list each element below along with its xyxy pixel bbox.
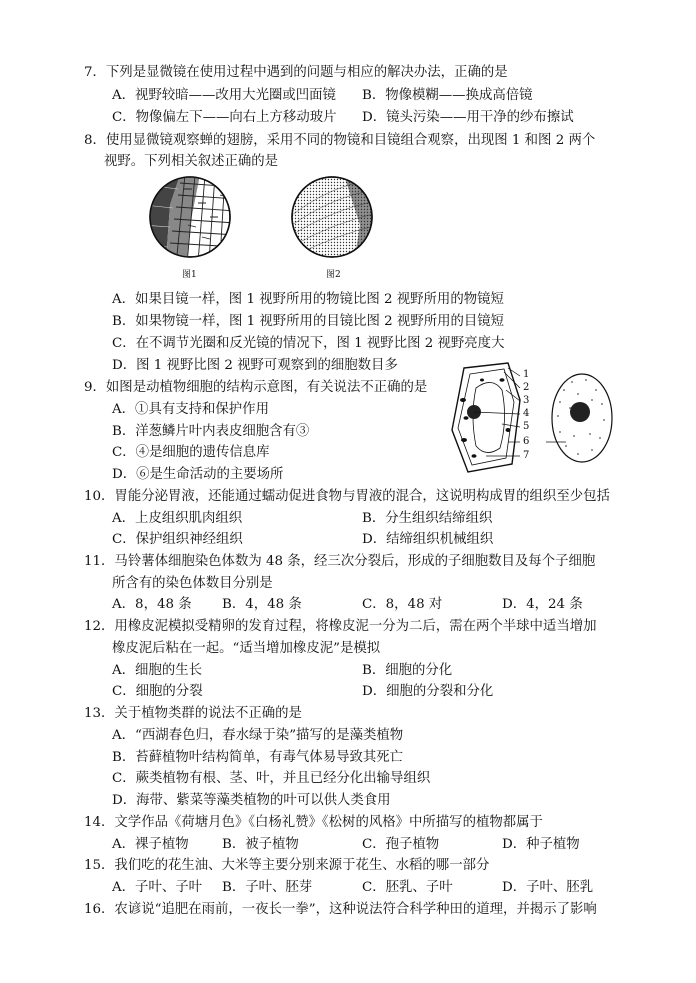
q15-option-d: D．子叶、胚乳 [502, 880, 594, 895]
q8-stem-line1: 8．使用显微镜观察蝉的翅膀，采用不同的物镜和目镜组合观察，出现图 1 和图 2 两个 [84, 133, 596, 148]
q10-option-b: B．分生组织结缔组织 [362, 511, 493, 526]
q12-option-d: D．细胞的分裂和分化 [362, 684, 494, 699]
q10-option-a: A．上皮组织肌肉组织 [112, 511, 243, 526]
q8-figure-1-label: 图1 [182, 270, 197, 280]
q9-label-7: 7 [523, 450, 530, 461]
q9-option-b: B．洋葱鳞片叶内表皮细胞含有③ [112, 424, 310, 439]
q9-cell-diagram [446, 360, 616, 480]
q11-option-b: B．4，48 条 [222, 597, 302, 612]
q12-stem-line1: 12．用橡皮泥模拟受精卵的发育过程，将橡皮泥一分为二后，需在两个半球中适当增加 [84, 619, 597, 634]
q11-stem-line1: 11．马铃薯体细胞染色体数为 48 条，经三次分裂后，形成的子细胞数目及每个子细胞 [84, 554, 596, 569]
q15-stem: 15．我们吃的花生油、大米等主要分别来源于花生、水稻的哪一部分 [84, 858, 490, 873]
q12-option-c: C．细胞的分裂 [112, 684, 203, 699]
q8-option-a: A．如果目镜一样，图 1 视野所用的物镜比图 2 视野所用的物镜短 [112, 292, 504, 307]
q8-figure-2-label: 图2 [326, 270, 341, 280]
q14-option-d: D．种子植物 [502, 837, 580, 852]
q13-option-a: A．“西湖春色归，春水绿于染”描写的是藻类植物 [112, 728, 404, 743]
q11-option-c: C．8，48 对 [362, 597, 443, 612]
q14-option-a: A．裸子植物 [112, 837, 189, 852]
q15-option-b: B．子叶、胚芽 [222, 880, 313, 895]
q9-label-3: 3 [523, 395, 530, 406]
q14-option-b: B．被子植物 [222, 837, 299, 852]
q13-option-b: B．苔藓植物叶结构简单，有毒气体易导致其死亡 [112, 750, 404, 765]
q9-label-2: 2 [523, 382, 530, 393]
q12-stem-line2: 橡皮泥后粘在一起。“适当增加橡皮泥”是模拟 [112, 641, 381, 656]
q14-stem: 14．文学作品《荷塘月色》《白杨礼赞》《松树的风格》中所描写的植物都属于 [84, 815, 543, 830]
q11-option-a: A．8，48 条 [112, 597, 192, 612]
q16-stem: 16．农谚说“追肥在雨前，一夜长一拳”，这种说法符合科学种田的道理，并揭示了影响 [84, 902, 597, 917]
q12-option-b: B．细胞的分化 [362, 663, 453, 678]
q10-option-d: D．结缔组织机械组织 [362, 532, 494, 547]
q10-option-c: C．保护组织神经组织 [112, 532, 243, 547]
q15-option-a: A．子叶、子叶 [112, 880, 203, 895]
q15-option-c: C．胚乳、子叶 [362, 880, 453, 895]
q10-stem: 10．胃能分泌胃液，还能通过蠕动促进食物与胃液的混合，这说明构成胃的组织至少包括 [84, 489, 610, 504]
q9-label-5: 5 [523, 421, 530, 432]
q7-option-b: B．物像模糊——换成高倍镜 [362, 88, 533, 103]
q9-option-a: A．①具有支持和保护作用 [112, 402, 269, 417]
q13-option-d: D．海带、紫菜等藻类植物的叶可以供人类食用 [112, 793, 391, 808]
q8-figure-1 [140, 175, 240, 275]
q9-label-1: 1 [523, 369, 530, 380]
q7-option-a: A．视野较暗——改用大光圈或凹面镜 [112, 88, 336, 103]
q12-option-a: A．细胞的生长 [112, 663, 203, 678]
q7-option-c: C．物像偏左下——向右上方移动玻片 [112, 110, 337, 125]
q8-figure-2 [282, 175, 382, 275]
q13-stem: 13．关于植物类群的说法不正确的是 [84, 706, 302, 721]
q9-option-d: D．⑥是生命活动的主要场所 [112, 467, 284, 482]
q7-option-d: D．镜头污染——用干净的纱布擦试 [362, 110, 574, 125]
q9-label-4: 4 [523, 408, 530, 419]
q8-option-d: D．图 1 视野比图 2 视野可观察到的细胞数目多 [112, 358, 398, 373]
q7-stem: 7．下列是显微镜在使用过程中遇到的问题与相应的解决办法，正确的是 [84, 65, 508, 80]
q8-option-c: C．在不调节光圈和反光镜的情况下，图 1 视野比图 2 视野亮度大 [112, 336, 505, 351]
q9-option-c: C．④是细胞的遗传信息库 [112, 445, 270, 460]
q9-label-6: 6 [523, 436, 530, 447]
q11-stem-line2: 所含有的染色体数目分别是 [112, 576, 273, 591]
q13-option-c: C．蕨类植物有根、茎、叶，并且已经分化出输导组织 [112, 771, 431, 786]
q9-stem: 9．如图是动植物细胞的结构示意图，有关说法不正确的是 [84, 380, 428, 395]
q8-option-b: B．如果物镜一样，图 1 视野所用的目镜比图 2 视野所用的目镜短 [112, 314, 505, 329]
q8-stem-line2: 视野。下列相关叙述正确的是 [104, 154, 279, 169]
q14-option-c: C．孢子植物 [362, 837, 440, 852]
q11-option-d: D．4，24 条 [502, 597, 583, 612]
